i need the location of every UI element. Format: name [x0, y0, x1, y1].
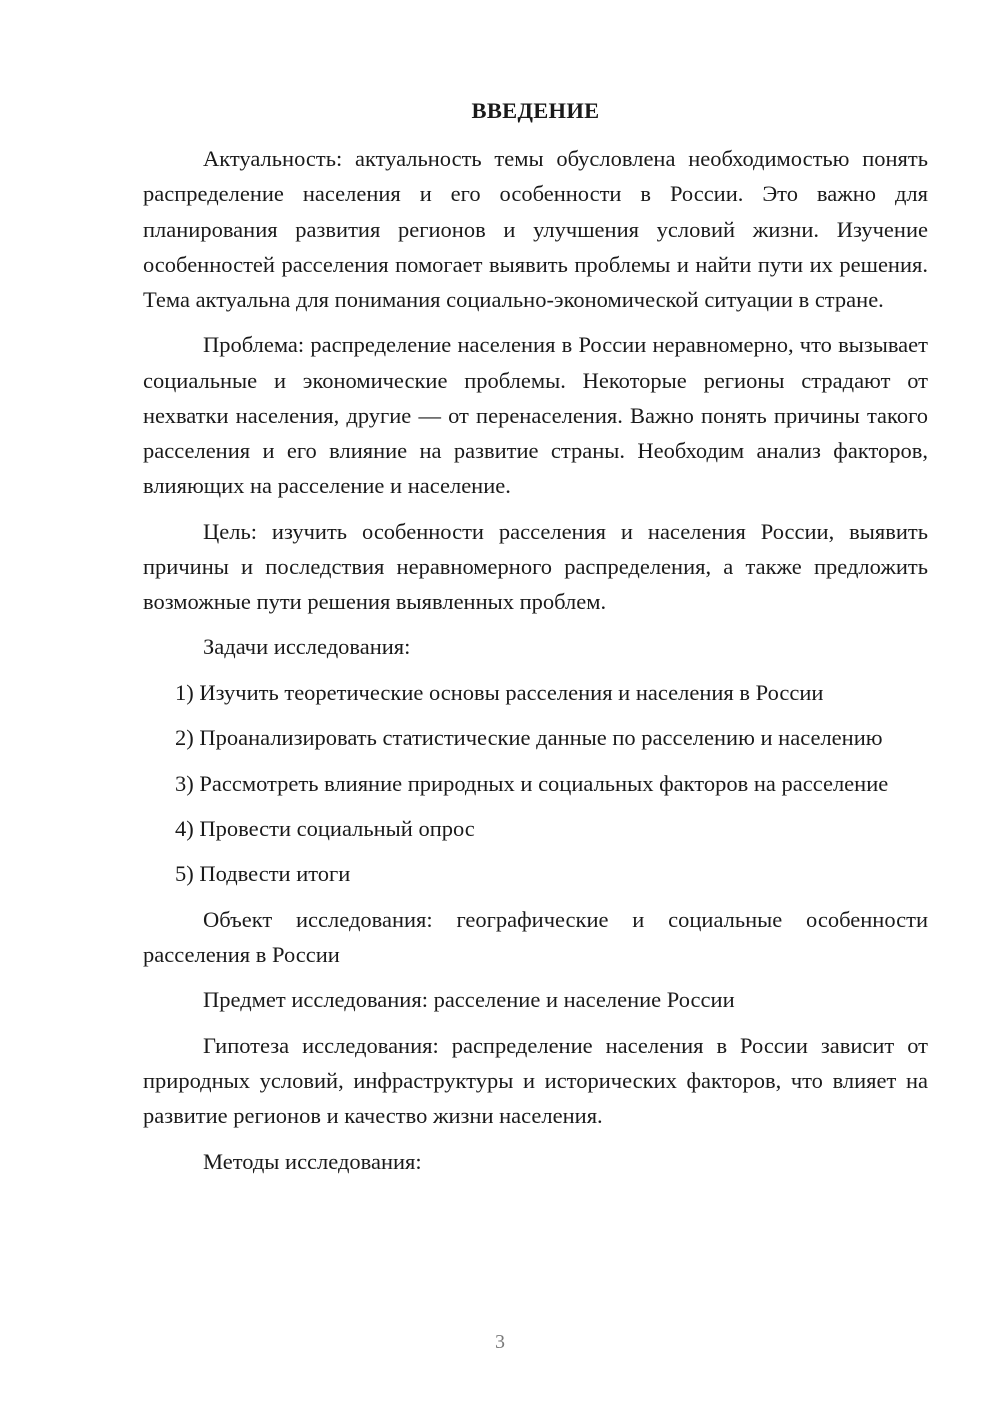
- methods-heading: Методы исследования:: [203, 1148, 422, 1174]
- task-item-2: 2) Проанализировать статистические данные по расселению и населению: [175, 725, 883, 751]
- task-item-5: 5) Подвести итоги: [175, 861, 351, 887]
- task-item-3: 3) Рассмотреть влияние природных и социальных факторов на расселение: [175, 770, 889, 796]
- subject-paragraph: Предмет исследования: расселение и население России: [203, 987, 735, 1013]
- page-content: [143, 93, 928, 1189]
- object-paragraph: Объект исследования: географические и социальные особенности расселения в России: [143, 906, 928, 967]
- section-title: ВВЕДЕНИЕ: [471, 98, 600, 123]
- page-number: 3: [495, 1331, 505, 1353]
- tasks-heading: Задачи исследования:: [203, 634, 411, 660]
- goal-paragraph: Цель: изучить особенности расселения и населения России, выявить причины и последствия неравномерного распределения, а также предложить возможные пути решения выявленных проблем.: [143, 518, 928, 615]
- task-item-1: 1) Изучить теоретические основы расселения и населения в России: [175, 679, 824, 705]
- task-item-4: 4) Провести социальный опрос: [175, 815, 475, 841]
- relevance-paragraph: Актуальность: актуальность темы обусловлена необходимостью понять распределение населения и его особенности в России. Это важно для планирования развития регионов и улучшения условий жизни. Изучение особенностей расселения помогает выявить проблемы и найти пути их решения. Тема актуальна для понимания социально-экономической ситуации в стране.: [143, 146, 928, 313]
- hypothesis-paragraph: Гипотеза исследования: распределение населения в России зависит от природных условий, инфраструктуры и исторических факторов, что влияет на развитие регионов и качество жизни населения.: [143, 1032, 928, 1129]
- problem-paragraph: Проблема: распределение населения в России неравномерно, что вызывает социальные и экономические проблемы. Некоторые регионы страдают от нехватки населения, другие — от перенаселения. Важно понять причины такого расселения и его влияние на развитие страны. Необходим анализ факторов, влияющих на расселение и население.: [143, 332, 928, 499]
